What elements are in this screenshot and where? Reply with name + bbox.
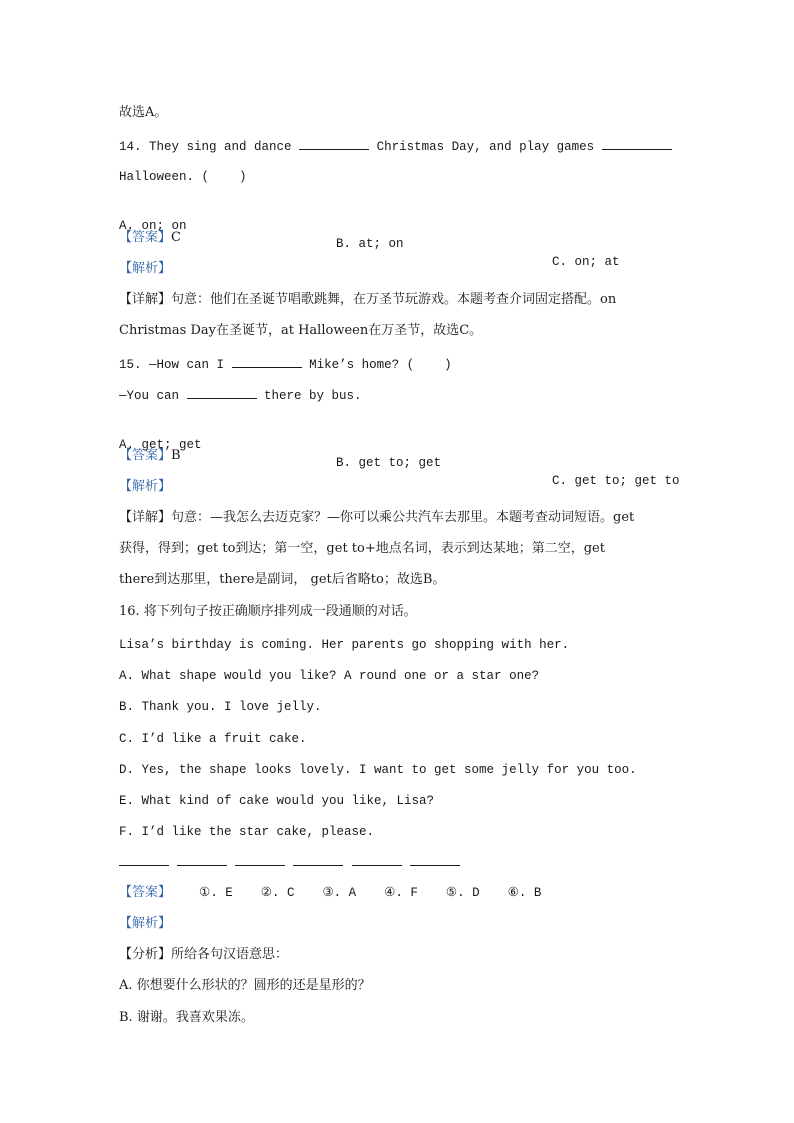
q14-blank-1[interactable] (299, 137, 369, 150)
q16-sentence-a: A. What shape would you like? A round one or a star one? (119, 669, 540, 683)
answer-tag: 【答案】 (119, 885, 172, 900)
q16-blank-5[interactable] (352, 853, 402, 866)
q15-blank-1[interactable] (232, 355, 302, 368)
q14-detail-1 (119, 291, 616, 309)
q14-answer-value: C (171, 230, 181, 245)
conclusion-line: 故选A。 (119, 105, 168, 120)
question-14 (119, 137, 672, 156)
q16-analysis-text: 所给各句汉语意思： (171, 947, 289, 962)
q15-options (119, 418, 719, 508)
q14-option-a[interactable]: A. on; on (119, 219, 187, 233)
q15-blank-2[interactable] (187, 386, 257, 399)
answer-tag: 【答案】 (119, 230, 172, 245)
q16-answer-3: ③. A (322, 886, 357, 900)
q15-detail-3: there到达那里，there是副词， get后省略to；故选B。 (119, 572, 446, 587)
q14-detail-2: Christmas Day在圣诞节，at Halloween在万圣节，故选C。 (119, 323, 483, 338)
q16-blank-1[interactable] (119, 853, 169, 866)
q16-translation-b: B. 谢谢。我喜欢果冻。 (119, 1010, 254, 1025)
q14-text-mid: Christmas Day, and play games (376, 140, 595, 154)
q15-detail-2: 获得，得到；get to到达；第一空，get to+地点名词，表示到达某地；第二空，get (119, 541, 605, 556)
q14-answer (119, 229, 181, 247)
q15-option-a[interactable]: A. get; get (119, 438, 202, 452)
q15-text-mid: Mike’s home? ( ) (309, 358, 452, 372)
q16-answer-1: ①. E (199, 886, 233, 900)
question-16-title: 16. 将下列句子按正确顺序排列成一段通顺的对话。 (119, 604, 417, 619)
answer-tag: 【答案】 (119, 448, 172, 463)
q15-detail-text-1: 句意：—我怎么去迈克家？—你可以乘公共汽车去那里。本题考查动词短语。get (171, 510, 635, 525)
detail-tag: 【详解】 (119, 510, 172, 525)
q16-blanks (119, 853, 460, 872)
q15-answer-value: B (171, 448, 181, 463)
q15-analysis-heading: 【解析】 (119, 479, 172, 494)
detail-tag: 【详解】 (119, 292, 172, 307)
q16-answer-2: ②. C (260, 886, 295, 900)
q14-detail-text-1: 句意：他们在圣诞节唱歌跳舞，在万圣节玩游戏。本题考查介词固定搭配。on (171, 292, 617, 307)
q15-answer (119, 447, 181, 465)
q16-analysis (119, 946, 288, 964)
q15-detail-1 (119, 509, 634, 527)
q14-options (119, 199, 719, 289)
q15-text-start: 15. —How can I (119, 358, 225, 372)
q16-answer-6: ⑥. B (507, 886, 542, 900)
q16-sentence-e: E. What kind of cake would you like, Lisa? (119, 794, 435, 808)
q16-sentence-d: D. Yes, the shape looks lovely. I want to get some jelly for you too. (119, 763, 637, 777)
q16-blank-2[interactable] (177, 853, 227, 866)
q16-analysis-heading: 【解析】 (119, 916, 172, 931)
q14-option-c[interactable]: C. on; at (552, 255, 620, 269)
analysis-tag: 【分析】 (119, 947, 172, 962)
q16-intro: Lisa’s birthday is coming. Her parents go shopping with her. (119, 638, 570, 652)
q16-blank-3[interactable] (235, 853, 285, 866)
q16-answer (119, 884, 541, 902)
q16-sentence-b: B. Thank you. I love jelly. (119, 700, 322, 714)
q14-blank-2[interactable] (602, 137, 672, 150)
q14-text-end: Halloween. ( ) (119, 170, 247, 184)
q14-analysis-heading: 【解析】 (119, 261, 172, 276)
q15-text-2b: there by bus. (264, 389, 362, 403)
q16-sentence-c: C. I’d like a fruit cake. (119, 732, 307, 746)
q15-option-b[interactable]: B. get to; get (336, 456, 442, 470)
q16-sentence-f: F. I’d like the star cake, please. (119, 825, 375, 839)
q16-translation-a: A. 你想要什么形状的？圆形的还是星形的？ (119, 978, 371, 993)
q16-blank-4[interactable] (293, 853, 343, 866)
q16-blank-6[interactable] (410, 853, 460, 866)
question-15 (119, 355, 452, 374)
q15-option-c[interactable]: C. get to; get to (552, 474, 680, 488)
q15-text-2a: —You can (119, 389, 180, 403)
q14-text-start: 14. They sing and dance (119, 140, 292, 154)
q14-option-b[interactable]: B. at; on (336, 237, 404, 251)
q16-answer-4: ④. F (384, 886, 418, 900)
question-15-line-2 (119, 386, 362, 405)
q16-answer-5: ⑤. D (445, 886, 480, 900)
